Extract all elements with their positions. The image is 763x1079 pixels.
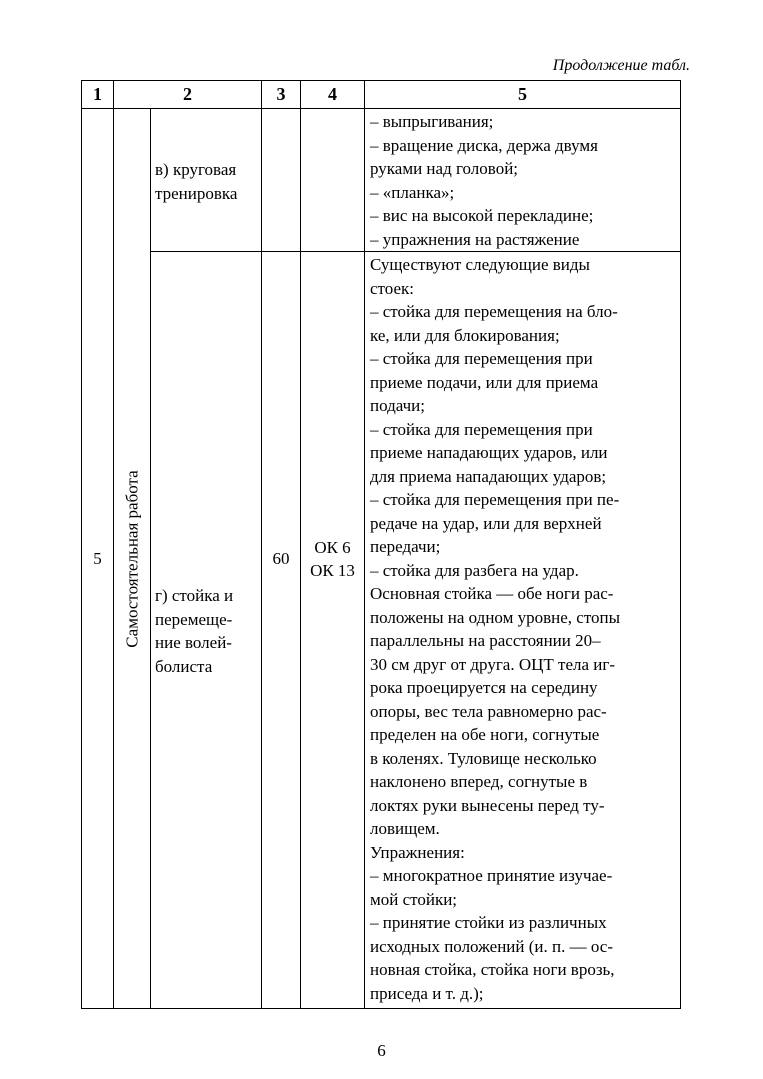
competency: ОК 6 (314, 537, 351, 557)
text-line: ловищем. (370, 819, 440, 838)
text-line: рока проецируется на середину (370, 678, 598, 697)
text-line: – вис на высокой перекладине; (370, 206, 594, 225)
section-label-cell (114, 110, 151, 1008)
text-line: приседа и т. д.); (370, 983, 484, 1003)
row-number: 5 (93, 549, 102, 568)
text-line: Упражнения: (370, 842, 465, 862)
text-line: – стойка для перемещения на бло- (370, 302, 618, 321)
text-line: приеме нападающих ударов, или (370, 443, 608, 462)
text-line: приеме подачи, или для приема (370, 372, 599, 392)
column-header-4: 4 (328, 83, 337, 104)
text-line: исходных положений (и. п. — ос- (370, 936, 613, 956)
text-line: в) круговая (155, 160, 237, 179)
text-line: редаче на удар, или для верхней (370, 513, 602, 533)
content-circuit-training (370, 110, 678, 251)
text-line: Основная стойка — обе ноги рас- (370, 584, 614, 603)
text-line: – многократное принятие изучае- (370, 866, 613, 885)
column-header-1: 1 (93, 83, 102, 104)
text-line: Существуют следующие виды (370, 255, 590, 274)
text-line: для приема нападающих ударов; (370, 466, 607, 486)
page-number: 6 (377, 1041, 386, 1060)
topic-circuit-training (155, 158, 259, 205)
text-line: положены на одном уровне, стопы (370, 607, 621, 627)
text-line: – стойка для перемещения при пе- (370, 490, 620, 509)
text-line: опоры, вес тела равномерно рас- (370, 701, 607, 721)
text-line: мой стойки; (370, 889, 458, 909)
text-line: ние волей- (155, 633, 232, 652)
text-line: – «планка»; (370, 182, 455, 202)
text-line: г) стойка и (155, 586, 234, 605)
text-line: перемеще- (155, 609, 233, 629)
text-line: – стойка для перемещения при (370, 349, 593, 368)
text-line: – принятие стойки из различных (370, 913, 607, 932)
competencies-cell (301, 109, 364, 1008)
content-volleyball-stance (370, 253, 678, 1005)
hours-cell: 60 (272, 549, 290, 568)
text-line: стоек: (370, 278, 414, 298)
text-line: – стойка для разбега на удар. (370, 560, 579, 580)
text-line: – стойка для перемещения при (370, 419, 593, 439)
text-line: – упражнения на растяжение (370, 229, 580, 249)
text-line: параллельны на расстоянии 20– (370, 631, 601, 650)
text-line: новная стойка, стойка ноги врозь, (370, 960, 615, 979)
column-header-3: 3 (276, 83, 286, 104)
text-line: наклонено вперед, согнутые в (370, 772, 588, 791)
competency: ОК 13 (310, 560, 355, 580)
column-header-5: 5 (518, 83, 527, 104)
text-line: болиста (155, 656, 213, 676)
text-line: – вращение диска, держа двумя (370, 135, 598, 155)
text-line: ке, или для блокирования; (370, 325, 560, 345)
table-continuation-caption: Продолжение табл. (552, 57, 690, 74)
text-line: тренировка (155, 183, 238, 203)
topic-volleyball-stance (155, 584, 259, 678)
text-line: локтях руки вынесены перед ту- (370, 795, 605, 815)
text-line: пределен на обе ноги, согнутые (370, 725, 600, 744)
text-line: руками над головой; (370, 159, 519, 178)
text-line: в коленях. Туловище несколько (370, 748, 597, 768)
text-line: передачи; (370, 537, 441, 556)
column-header-2: 2 (183, 83, 192, 104)
section-label: Самостоятельная работа (122, 470, 142, 648)
text-line: 30 см друг от друга. ОЦТ тела иг- (370, 654, 616, 674)
text-line: – выпрыгивания; (370, 112, 494, 131)
text-line: подачи; (370, 396, 425, 415)
